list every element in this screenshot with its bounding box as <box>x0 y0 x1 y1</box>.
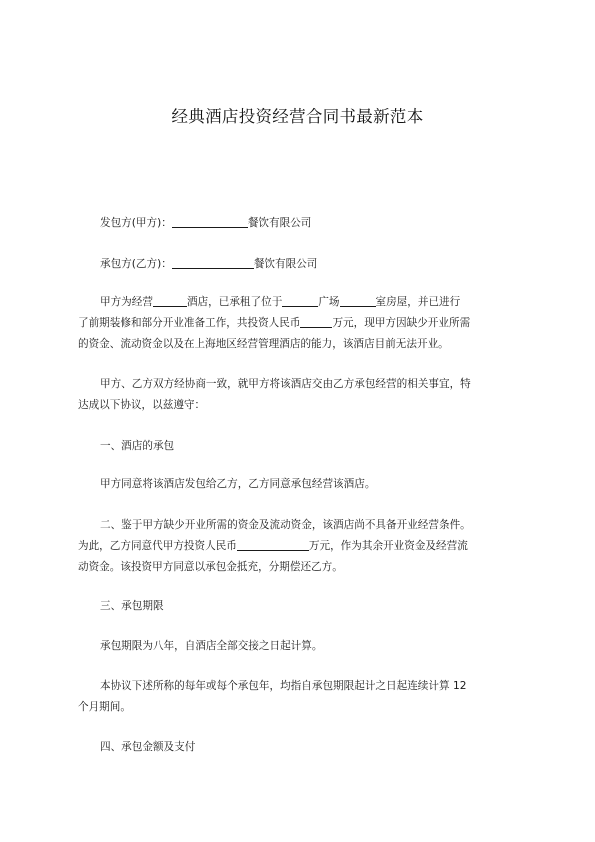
party-b-label: 承包方(乙方)： <box>100 258 172 270</box>
section-2-line-1: 二、鉴于甲方缺少开业所需的资金及流动资金，该酒店尚不具备开业经营条件。 <box>100 519 471 531</box>
section-heading-1: 一、酒店的承包 <box>100 440 175 452</box>
section-2-line-2 <box>78 536 519 557</box>
text-run: 万元，现甲方因缺少开业所需 <box>332 317 471 329</box>
text-run: 广场 <box>318 296 340 308</box>
party-b-blank <box>172 256 254 269</box>
paragraph-agreement-line-2: 达成以下协议，以兹遵守： <box>78 399 206 411</box>
party-a-label: 发包方(甲方)： <box>100 217 172 229</box>
text-run: 酒店，已承租了位于 <box>186 296 283 308</box>
blank-hotel-name <box>153 294 187 307</box>
blank-investment <box>300 315 332 328</box>
section-2-paragraph <box>78 515 519 578</box>
blank-amount <box>237 538 309 551</box>
section-1-text: 甲方同意将该酒店发包给乙方，乙方同意承包经营该酒店。 <box>100 478 376 490</box>
text-run: 室房屋，并已进行 <box>375 296 461 308</box>
text-run: 为此，乙方同意代甲方投资人民币 <box>78 540 237 552</box>
blank-address <box>282 294 318 307</box>
paragraph-intro-line-1 <box>78 292 519 313</box>
party-b-suffix: 餐饮有限公司 <box>253 258 318 270</box>
section-3-p2-line-1: 本协议下述所称的每年或每个承包年，均指自承包期限起计之日起连续计算 12 <box>100 680 467 692</box>
paragraph-intro-line-2 <box>78 313 519 334</box>
party-b-line <box>78 254 519 275</box>
blank-room <box>340 294 376 307</box>
section-3-p2-line-2: 个月期间。 <box>78 701 131 713</box>
party-a-blank <box>172 215 248 228</box>
party-a-suffix: 餐饮有限公司 <box>247 217 312 229</box>
paragraph-agreement-line-1: 甲方、乙方双方经协商一致，就甲方将该酒店交由乙方承包经营的相关事宜，特 <box>100 378 471 390</box>
document-title: 经典酒店投资经营合同书最新范本 <box>171 107 424 126</box>
paragraph-agreement <box>78 374 519 416</box>
text-run: 甲方为经营 <box>100 296 153 308</box>
text-run: 万元，作为其余开业资金及经营流 <box>308 540 468 552</box>
section-heading-3: 三、承包期限 <box>100 600 164 612</box>
section-heading-4: 四、承包金额及支付 <box>100 741 196 753</box>
section-3-text: 承包期限为八年，自酒店全部交接之日起计算。 <box>100 640 323 652</box>
section-2-line-3: 动资金。该投资甲方同意以承包金抵充，分期偿还乙方。 <box>78 561 343 573</box>
section-3-paragraph-2 <box>78 676 519 718</box>
party-a-line <box>78 213 519 234</box>
paragraph-intro <box>78 292 519 355</box>
text-run: 了前期装修和部分开业准备工作，共投资人民币 <box>78 317 301 329</box>
paragraph-intro-line-3: 的资金、流动资金以及在上海地区经营管理酒店的能力，该酒店目前无法开业。 <box>78 338 449 350</box>
